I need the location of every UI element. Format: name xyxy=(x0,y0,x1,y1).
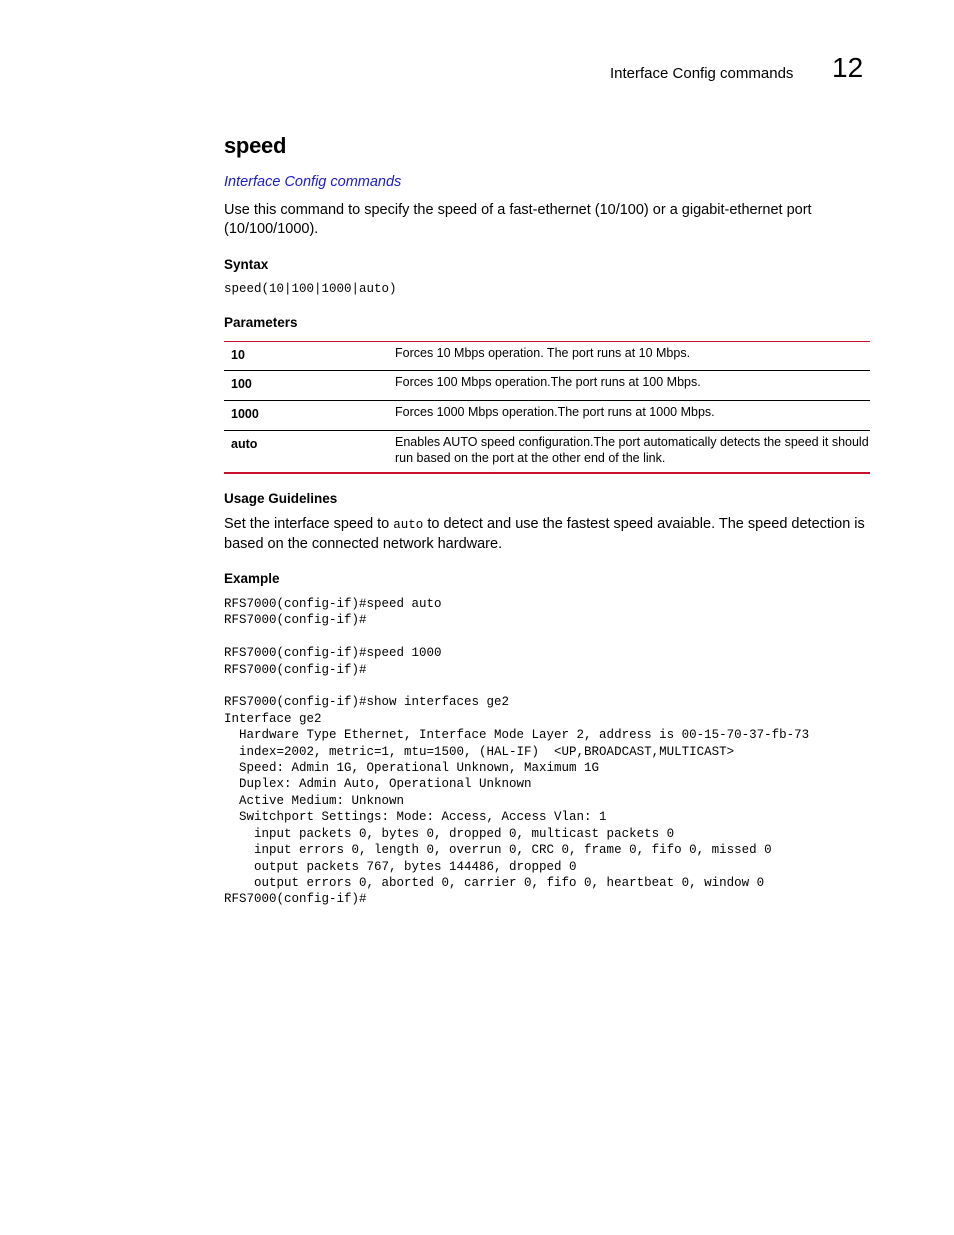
param-name: 1000 xyxy=(231,407,259,421)
intro-paragraph: Use this command to specify the speed of a fast-ethernet (10/100) or a gigabit-ethernet port (10/100/1000). xyxy=(224,202,812,237)
usage-guidelines-heading: Usage Guidelines xyxy=(224,491,338,506)
syntax-heading: Syntax xyxy=(224,257,269,272)
table-row xyxy=(224,342,870,371)
usage-text-after: to detect and use the fastest speed avaiable. The speed detection is based on the connected network hardware. xyxy=(224,516,865,552)
page-title: speed xyxy=(224,133,287,158)
param-name: 100 xyxy=(231,377,252,391)
param-description: Forces 100 Mbps operation.The port runs at 100 Mbps. xyxy=(395,375,701,389)
parameters-table xyxy=(224,341,870,474)
usage-inline-code: auto xyxy=(393,518,424,532)
param-description: Forces 10 Mbps operation. The port runs at 10 Mbps. xyxy=(395,346,691,360)
param-name: auto xyxy=(231,437,258,451)
table-row xyxy=(224,401,870,431)
table-row xyxy=(224,371,870,401)
param-description: Forces 1000 Mbps operation.The port runs at 1000 Mbps. xyxy=(395,405,715,419)
param-description: Enables AUTO speed configuration.The port automatically detects the speed it should run based on the port at the other end of the link. xyxy=(395,435,869,465)
header-section-title: Interface Config commands xyxy=(610,65,794,82)
parameters-heading: Parameters xyxy=(224,315,298,330)
interface-config-commands-link[interactable]: Interface Config commands xyxy=(224,174,402,190)
table-row xyxy=(224,431,870,474)
usage-paragraph xyxy=(224,515,870,554)
example-heading: Example xyxy=(224,571,280,586)
usage-text-before: Set the interface speed to xyxy=(224,516,394,532)
syntax-command: speed(10|100|1000|auto) xyxy=(224,282,397,296)
chapter-number: 12 xyxy=(832,52,864,83)
param-name: 10 xyxy=(231,348,245,362)
example-code-block: RFS7000(config-if)#speed auto RFS7000(config-if)# RFS7000(config-if)#speed 1000 RFS7000(config-if)# RFS7000(config-if)#show interfaces ge2 Interface ge2 Hardware Type Ethernet, Interface Mode Layer 2, address is 00-15-70-37-fb-73 index=2002, metric=1, mtu=1500, (HAL-IF) <UP,BROADCAST,MULTICAST> Speed: Admin 1G, Operational Unknown, Maximum 1G Duplex: Admin Auto, Operational Unknown Active Medium: Unknown Switchport Settings: Mode: Access, Access Vlan: 1 input packets 0, bytes 0, dropped 0, multicast packets 0 input errors 0, length 0, overrun 0, CRC 0, frame 0, fifo 0, missed 0 output packets 767, bytes 144486, dropped 0 output errors 0, aborted 0, carrier 0, fifo 0, heartbeat 0, window 0 RFS7000(config-if)# xyxy=(224,597,810,907)
